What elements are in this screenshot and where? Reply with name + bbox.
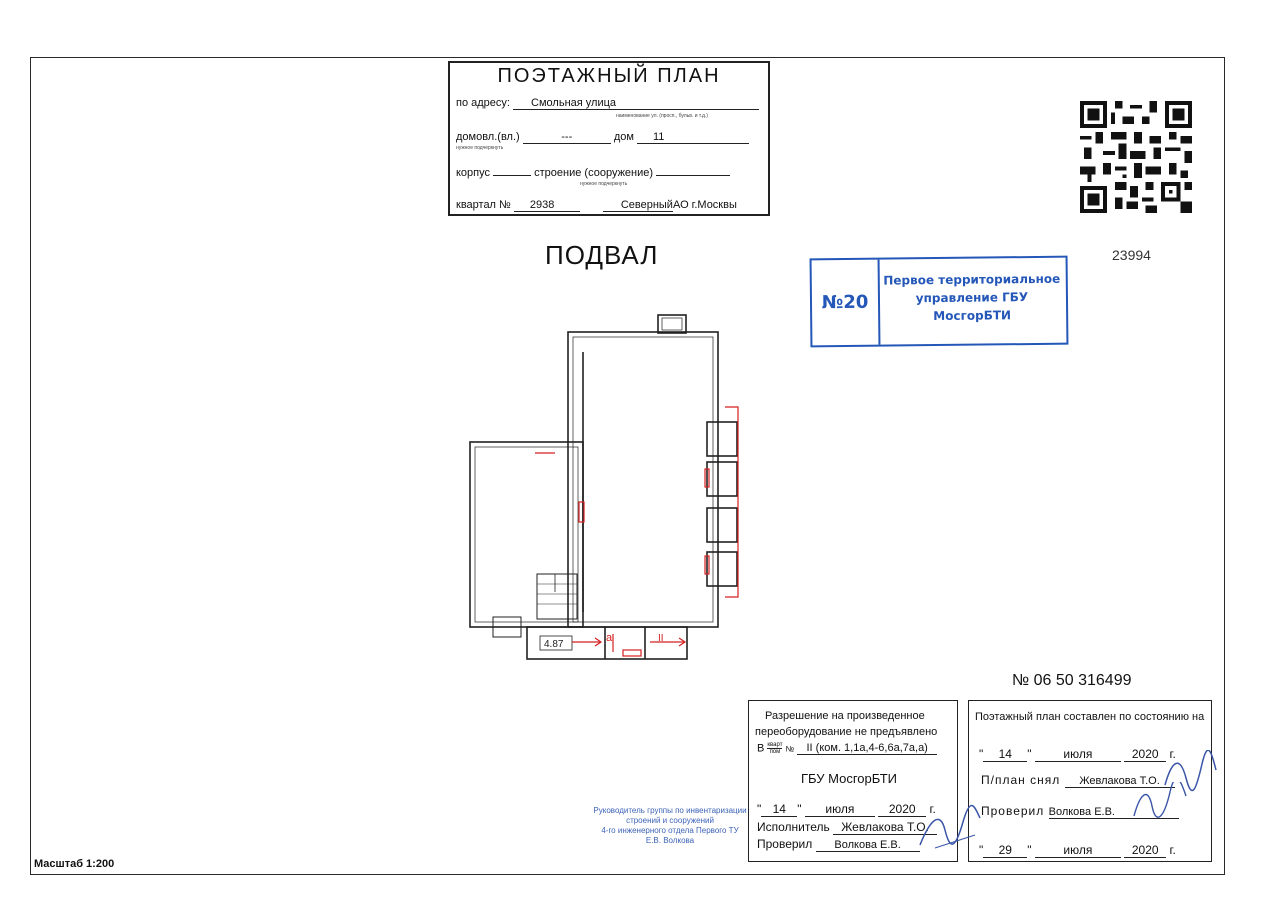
kvartal-label: квартал № (456, 199, 511, 211)
basement-floor-plan (455, 312, 745, 672)
note-line2: строений и сооружений (626, 816, 714, 825)
frac-bottom: пом (769, 749, 781, 755)
dimension-label: 4.87 (544, 639, 564, 650)
permission-checked-name: Волкова Е.В. (816, 839, 920, 852)
floor-name: ПОДВАЛ (545, 240, 659, 270)
district-value: Северный (603, 199, 673, 212)
state-month: июля (1035, 747, 1121, 762)
domovl-hint: нужное подчеркнуть (456, 145, 504, 151)
kvartal-value: 2938 (514, 199, 580, 212)
inventory-note (590, 806, 750, 846)
domovl-label: домовл.(вл.) (456, 131, 520, 143)
scale-label: Масштаб 1:200 (34, 858, 115, 870)
title-block (448, 61, 770, 216)
state-date-row: " 14 " июля 2020 г. (979, 747, 1176, 761)
domovl-row (456, 131, 760, 144)
state-checked-label: Проверил (981, 804, 1045, 818)
executor-name: Жевлакова Т.О. (833, 820, 937, 835)
state-checked-name: Волкова Е.В. (1049, 806, 1179, 819)
state-year2: 2020 (1124, 843, 1166, 858)
building-value (656, 175, 730, 176)
made-label: П/план снял (981, 773, 1061, 787)
permission-day: 14 (761, 802, 797, 817)
state-year2-suffix: г. (1169, 843, 1176, 857)
title-heading: ПОЭТАЖНЫЙ ПЛАН (497, 65, 721, 87)
state-year-suffix: г. (1169, 747, 1176, 761)
permission-org: ГБУ МосгорБТИ (801, 771, 897, 786)
state-title: Поэтажный план составлен по состоянию на (975, 711, 1205, 723)
permission-line2: переоборудование не предъявлено (755, 726, 938, 738)
signature-icon (915, 800, 985, 855)
address-label: по адресу: (456, 97, 510, 109)
permission-year-suffix: г. (929, 802, 936, 816)
address-value: Смольная улица (513, 97, 759, 110)
state-day2: 29 (983, 843, 1027, 858)
korpus-row (456, 167, 760, 179)
district-suffix: АО г.Москвы (672, 199, 737, 211)
domovl-value: --- (523, 131, 611, 144)
permission-checked-row (757, 837, 920, 852)
note-line4: Е.В. Волкова (645, 836, 695, 845)
state-date2-row: " 29 " июля 2020 г. (979, 843, 1176, 857)
dom-value: 11 (637, 131, 749, 144)
state-year: 2020 (1124, 747, 1166, 762)
marker-a: а (606, 632, 613, 644)
marker-ii: II (658, 633, 664, 644)
executor-row (757, 820, 937, 835)
permission-rooms: II (ком. 1,1а,4-6,6а,7а,а) (797, 742, 937, 755)
qr-code-icon (1080, 101, 1192, 213)
korpus-label: корпус (456, 167, 491, 179)
dom-label: дом (613, 131, 634, 143)
address-hint: наименование ул. (просп., бульв. и т.д.) (616, 113, 708, 119)
main-room-outline (568, 332, 718, 627)
permission-line1: Разрешение на произведенное (765, 710, 925, 722)
made-name: Жевлакова Т.О. (1065, 775, 1175, 788)
stamp-number: №20 (812, 260, 881, 346)
korpus-value (493, 175, 531, 176)
frac-top: кварт (767, 742, 783, 748)
address-row (456, 97, 760, 110)
note-line1: Руководитель группы по инвентаризации (593, 806, 747, 815)
kvartal-row (456, 199, 760, 212)
annex-room-outline (470, 442, 583, 627)
executor-label: Исполнитель (757, 820, 830, 834)
note-line3: 4-го инженерного отдела Первого ТУ (601, 826, 739, 835)
plan-number: № 06 50 316499 (1012, 672, 1132, 689)
state-month2: июля (1035, 843, 1121, 858)
permission-date-row: " 14 " июля 2020 г. (757, 802, 936, 816)
permission-year: 2020 (878, 802, 926, 817)
state-day: 14 (983, 747, 1027, 762)
stamp-text: Первое территориальное управление ГБУ МосгорБТИ (883, 271, 1061, 324)
code-number: 23994 (1112, 247, 1151, 263)
v-label: В (757, 742, 765, 755)
no-label: № (785, 744, 795, 754)
permission-checked-label: Проверил (757, 837, 813, 851)
department-stamp (810, 256, 1069, 348)
signature-icon (1130, 782, 1190, 822)
building-hint: нужное подчеркнуть (580, 181, 628, 187)
permission-rooms-row (757, 742, 937, 755)
building-label: строение (сооружение) (534, 167, 654, 179)
permission-month: июля (805, 802, 875, 817)
